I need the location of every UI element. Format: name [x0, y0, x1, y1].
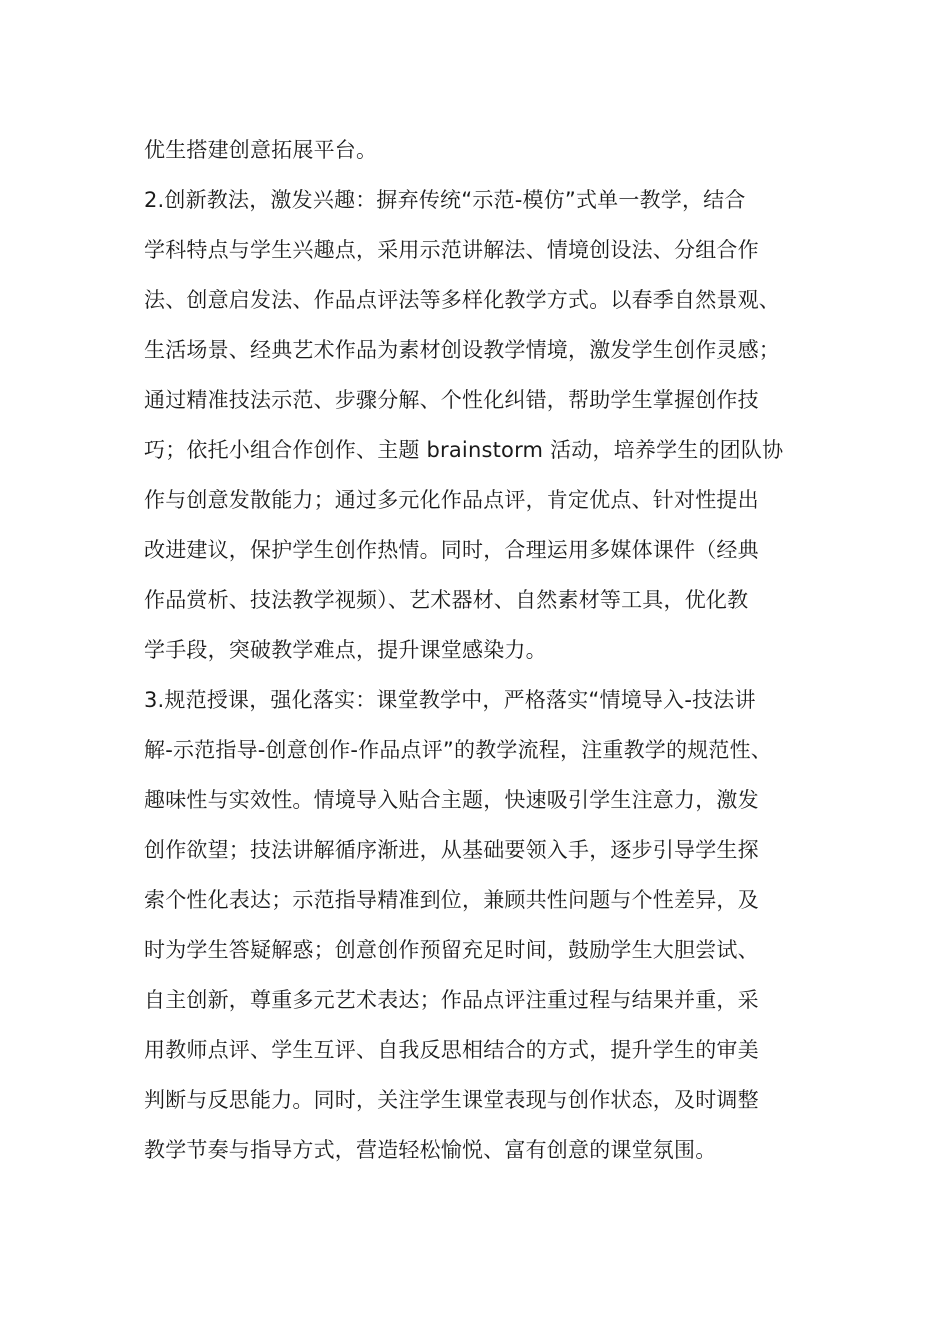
- text-line: 索个性化表达；示范指导精准到位，兼顾共性问题与个性差异，及: [144, 888, 759, 912]
- text-line: 3.规范授课，强化落实：课堂教学中，严格落实“情境导入-技法讲: [144, 688, 756, 712]
- text-line: 学科特点与学生兴趣点，采用示范讲解法、情境创设法、分组合作: [144, 238, 759, 262]
- text-line: 通过精准技法示范、步骤分解、个性化纠错，帮助学生掌握创作技: [144, 388, 759, 412]
- text-line: 优生搭建创意拓展平台。: [144, 138, 378, 162]
- text-line: 创作欲望；技法讲解循序渐进，从基础要领入手，逐步引导学生探: [144, 838, 759, 862]
- text-line: 用教师点评、学生互评、自我反思相结合的方式，提升学生的审美: [144, 1038, 759, 1062]
- text-line: 巧；依托小组合作创作、主题 brainstorm 活动，培养学生的团队协: [144, 438, 784, 462]
- text-line: 解-示范指导-创意创作-作品点评”的教学流程，注重教学的规范性、: [144, 738, 773, 762]
- text-line: 学手段，突破教学难点，提升课堂感染力。: [144, 638, 547, 662]
- text-line: 判断与反思能力。同时，关注学生课堂表现与创作状态，及时调整: [144, 1088, 759, 1112]
- text-line: 自主创新，尊重多元艺术表达；作品点评注重过程与结果并重，采: [144, 988, 759, 1012]
- text-line: 2.创新教法，激发兴趣：摒弃传统“示范-模仿”式单一教学，结合: [144, 188, 746, 212]
- text-line: 作品赏析、技法教学视频）、艺术器材、自然素材等工具，优化教: [144, 588, 749, 612]
- text-line: 作与创意发散能力；通过多元化作品点评，肯定优点、针对性提出: [144, 488, 759, 512]
- text-line: 时为学生答疑解惑；创意创作预留充足时间，鼓励学生大胆尝试、: [144, 938, 759, 962]
- text-line: 改进建议，保护学生创作热情。同时，合理运用多媒体课件（经典: [144, 538, 759, 562]
- text-line: 趣味性与实效性。情境导入贴合主题，快速吸引学生注意力，激发: [144, 788, 759, 812]
- text-line: 生活场景、经典艺术作品为素材创设教学情境，激发学生创作灵感；: [144, 338, 780, 362]
- text-line: 法、创意启发法、作品点评法等多样化教学方式。以春季自然景观、: [144, 288, 780, 312]
- text-line: 教学节奏与指导方式，营造轻松愉悦、富有创意的课堂氛围。: [144, 1138, 717, 1162]
